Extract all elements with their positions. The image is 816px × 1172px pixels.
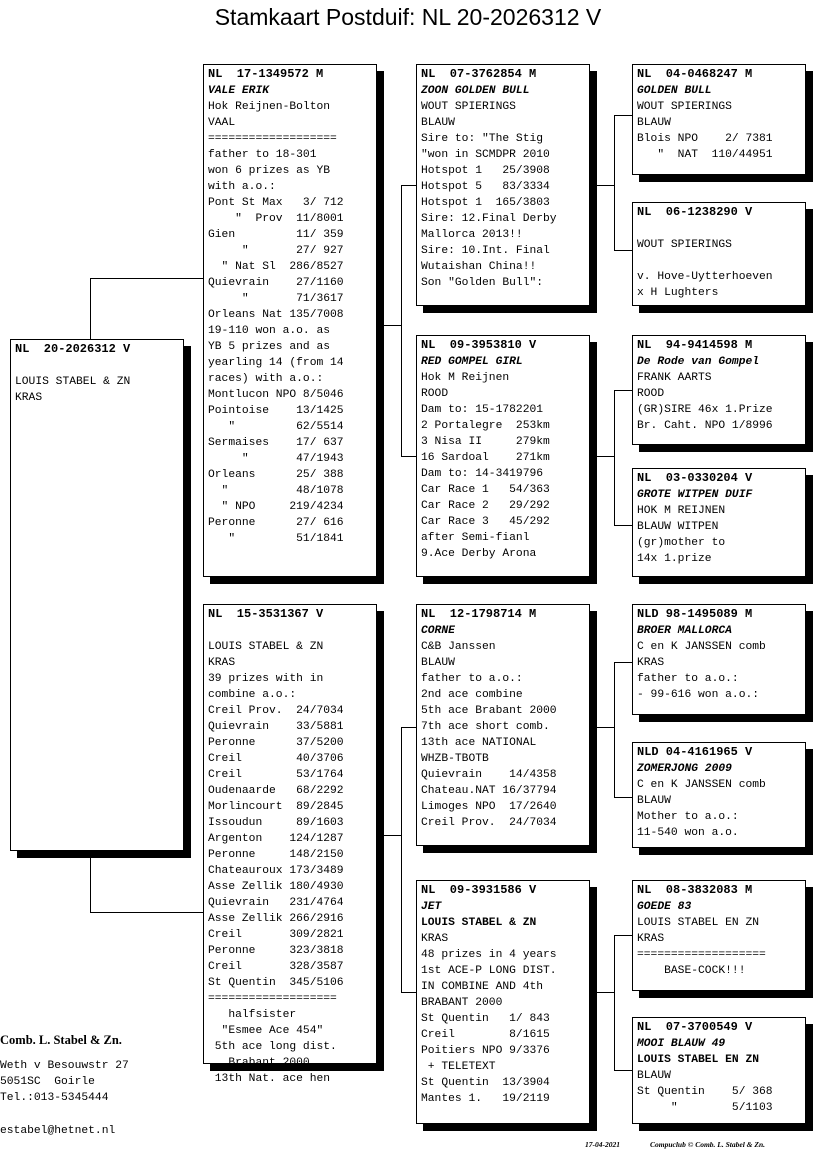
card-line: KRAS [637, 657, 665, 669]
card-line: Hotspot 1 25/3908 [421, 165, 550, 177]
card-line: KRAS [421, 933, 449, 945]
card-line: yearling 14 (from 14 [208, 357, 344, 369]
card-line: Hok Reijnen-Bolton [208, 101, 331, 113]
ring-number: NL 09-3931586 V [421, 883, 537, 897]
pedigree-card-subject [10, 339, 184, 851]
card-line: YB 5 prizes and as [208, 341, 331, 353]
card-line: halfsister [208, 1009, 297, 1021]
card-line: " NPO 219/4234 [208, 501, 344, 513]
card-line: Gien 11/ 359 [208, 229, 344, 241]
card-line: - 99-616 won a.o.: [637, 689, 760, 701]
card-line: Sire: 12.Final Derby [421, 213, 557, 225]
ring-number: NLD 04-4161965 V [637, 745, 753, 759]
card-line: father to a.o.: [421, 673, 523, 685]
card-line [15, 358, 179, 374]
card-line: races) with a.o.: [208, 373, 324, 385]
ring-number: NL 03-0330204 V [637, 471, 753, 485]
card-line: Peronne 148/2150 [208, 849, 344, 861]
ring-number: NL 15-3531367 V [208, 607, 324, 621]
card-line: Morlincourt 89/2845 [208, 801, 344, 813]
card-line: Dam to: 14-3419796 [421, 468, 544, 480]
card-line: Hotspot 1 165/3803 [421, 197, 550, 209]
breeder-name: LOUIS STABEL & ZN [421, 917, 537, 929]
card-line: Orleans 25/ 388 [208, 469, 344, 481]
card-line: Quievrain 231/4764 [208, 897, 344, 909]
card-line: (gr)mother to [637, 537, 726, 549]
card-line: LOUIS STABEL & ZN [15, 376, 131, 388]
connector-line [614, 250, 632, 251]
pedigree-card-fmm [632, 468, 806, 577]
card-line: Peronne 323/3818 [208, 945, 344, 957]
card-line: Orleans Nat 135/7008 [208, 309, 344, 321]
card-line: KRAS [15, 392, 43, 404]
card-line: with a.o.: [208, 181, 276, 193]
card-line: ROOD [637, 388, 665, 400]
pigeon-name: ZOON GOLDEN BULL [421, 85, 530, 97]
card-line: Dam to: 15-1782201 [421, 404, 544, 416]
connector-line [614, 390, 615, 525]
card-line: Montlucon NPO 8/5046 [208, 389, 344, 401]
card-line: Quievrain 27/1160 [208, 277, 344, 289]
card-line: 16 Sardoal 271km [421, 452, 550, 464]
pigeon-name: GOLDEN BULL [637, 85, 712, 97]
ring-number: NL 12-1798714 M [421, 607, 537, 621]
connector-line [401, 185, 416, 186]
card-line: C en K JANSSEN comb [637, 779, 766, 791]
connector-line [401, 185, 402, 456]
ring-number: NL 04-0468247 M [637, 67, 753, 81]
connector-line [614, 935, 632, 936]
pigeon-name: ZOMERJONG 2009 [637, 763, 732, 775]
owner-name: Comb. L. Stabel & Zn. [0, 1033, 122, 1047]
ring-number: NL 20-2026312 V [15, 342, 131, 356]
pedigree-card-mff [632, 604, 806, 715]
card-line: BRABANT 2000 [421, 997, 503, 1009]
card-line: 1st ACE-P LONG DIST. [421, 965, 557, 977]
card-line: " 27/ 927 [208, 245, 344, 257]
card-line: Creil Prov. 24/7034 [208, 705, 344, 717]
card-line: " 48/1078 [208, 485, 344, 497]
connector-line [401, 456, 416, 457]
card-line: BLAUW [637, 1070, 671, 1082]
card-line: 11-540 won a.o. [637, 827, 739, 839]
pigeon-name: De Rode van Gompel [637, 356, 760, 368]
card-line: Sire: 10.Int. Final [421, 245, 550, 257]
card-line: KRAS [637, 933, 665, 945]
connector-line [384, 325, 401, 326]
connector-line [597, 727, 614, 728]
pigeon-name: CORNE [421, 625, 455, 637]
card-line: "won in SCMDPR 2010 [421, 149, 550, 161]
card-line: 2 Portalegre 253km [421, 420, 550, 432]
page-title: Stamkaart Postduif: NL 20-2026312 V [214, 4, 602, 30]
card-line: BLAUW [421, 117, 455, 129]
card-line: won 6 prizes as YB [208, 165, 331, 177]
card-line [208, 623, 372, 639]
card-line: BASE-COCK!!! [637, 965, 746, 977]
card-line: LOUIS STABEL EN ZN [637, 917, 760, 929]
card-line: IN COMBINE AND 4th [421, 981, 544, 993]
ring-number: NLD 98-1495089 M [637, 607, 753, 621]
card-line: Poitiers NPO 9/3376 [421, 1045, 550, 1057]
ring-number: NL 09-3953810 V [421, 338, 537, 352]
connector-line [90, 912, 203, 913]
card-line: Asse Zellik 266/2916 [208, 913, 344, 925]
card-line: ROOD [421, 388, 449, 400]
card-line: " Nat Sl 286/8527 [208, 261, 344, 273]
card-line: Pointoise 13/1425 [208, 405, 344, 417]
card-line: Argenton 124/1287 [208, 833, 344, 845]
connector-line [90, 850, 91, 913]
card-line: BLAUW WITPEN [637, 521, 719, 533]
card-line: Hok M Reijnen [421, 372, 510, 384]
card-line: C en K JANSSEN comb [637, 641, 766, 653]
card-line: Asse Zellik 180/4930 [208, 881, 344, 893]
breeder-name: LOUIS STABEL EN ZN [637, 1054, 760, 1066]
connector-line [401, 992, 416, 993]
card-line: Pont St Max 3/ 712 [208, 197, 344, 209]
card-line: "Esmee Ace 454" [208, 1025, 324, 1037]
card-line: " 5/1103 [637, 1102, 773, 1114]
card-line: Car Race 3 45/292 [421, 516, 550, 528]
pigeon-name: GOEDE 83 [637, 901, 692, 913]
pigeon-name: RED GOMPEL GIRL [421, 356, 523, 368]
card-line: WOUT SPIERINGS [637, 101, 732, 113]
card-line: Mother to a.o.: [637, 811, 739, 823]
connector-line [597, 185, 614, 186]
card-line: 48 prizes in 4 years [421, 949, 557, 961]
card-line: Chateau.NAT 16/37794 [421, 785, 557, 797]
pigeon-name: BROER MALLORCA [637, 625, 732, 637]
card-line: KRAS [208, 657, 236, 669]
card-line: WOUT SPIERINGS [421, 101, 516, 113]
card-line: Blois NPO 2/ 7381 [637, 133, 773, 145]
card-line: Mallorca 2013!! [421, 229, 523, 241]
card-line: " NAT 110/44951 [637, 149, 773, 161]
ring-number: NL 07-3700549 V [637, 1020, 753, 1034]
card-line: VAAL [208, 117, 236, 129]
connector-line [614, 390, 632, 391]
card-line: father to a.o.: [637, 673, 739, 685]
connector-line [614, 662, 632, 663]
card-line: Wutaishan China!! [421, 261, 537, 273]
card-line: St Quentin 1/ 843 [421, 1013, 550, 1025]
card-line: Chateauroux 173/3489 [208, 865, 344, 877]
pedigree-card-fmf [632, 335, 806, 445]
card-line: x H Lughters [637, 287, 719, 299]
card-line: Sire to: "The Stig [421, 133, 544, 145]
card-line: Oudenaarde 68/2292 [208, 785, 344, 797]
pigeon-name: MOOI BLAUW 49 [637, 1038, 726, 1050]
card-line: 14x 1.prize [637, 553, 712, 565]
card-line: 13th ace NATIONAL [421, 737, 537, 749]
card-line: Creil 328/3587 [208, 961, 344, 973]
card-line: LOUIS STABEL & ZN [208, 641, 324, 653]
card-line: Son "Golden Bull": [421, 277, 544, 289]
card-line: after Semi-fianl [421, 532, 530, 544]
connector-line [614, 1070, 632, 1071]
connector-line [90, 278, 203, 279]
card-line: " 47/1943 [208, 453, 344, 465]
card-line: v. Hove-Uytterhoeven [637, 271, 773, 283]
card-line: Br. Caht. NPO 1/8996 [637, 420, 773, 432]
card-line: 19-110 won a.o. as [208, 325, 331, 337]
connector-line [401, 727, 416, 728]
connector-line [614, 525, 632, 526]
connector-line [597, 992, 614, 993]
card-line: BLAUW [637, 795, 671, 807]
card-line: FRANK AARTS [637, 372, 712, 384]
card-line: combine a.o.: [208, 689, 297, 701]
pedigree-card-fff [632, 64, 806, 175]
footer-credit: Compuclub © Comb. L. Stabel & Zn. [650, 1140, 765, 1149]
print-date: 17-04-2021 [585, 1140, 620, 1149]
pigeon-name: GROTE WITPEN DUIF [637, 489, 753, 501]
card-line: 7th ace short comb. [421, 721, 550, 733]
card-line: father to 18-301 [208, 149, 317, 161]
card-line: St Quentin 5/ 368 [637, 1086, 773, 1098]
card-line: Limoges NPO 17/2640 [421, 801, 557, 813]
card-line: Creil 40/3706 [208, 753, 344, 765]
card-line: 39 prizes with in [208, 673, 324, 685]
card-line: Quievrain 14/4358 [421, 769, 557, 781]
owner-phone: Tel.:013-5345444 [0, 1092, 109, 1104]
connector-line [614, 115, 615, 250]
card-line: Quievrain 33/5881 [208, 721, 344, 733]
ring-number: NL 07-3762854 M [421, 67, 537, 81]
card-line: Creil 53/1764 [208, 769, 344, 781]
pedigree-card-mother [203, 604, 377, 1085]
owner-street: Weth v Besouwstr 27 [0, 1060, 129, 1072]
card-line: C&B Janssen [421, 641, 496, 653]
connector-line [401, 727, 402, 992]
connector-line [384, 835, 401, 836]
pedigree-card-mmm [632, 1017, 806, 1124]
card-line: Brabant 2000 [208, 1057, 310, 1069]
ring-number: NL 08-3832083 M [637, 883, 753, 897]
card-line [637, 221, 801, 237]
card-line: " 71/3617 [208, 293, 344, 305]
pedigree-card-sire-dam [416, 335, 590, 577]
card-line: " 62/5514 [208, 421, 344, 433]
card-line: BLAUW [421, 657, 455, 669]
connector-line [614, 797, 632, 798]
pedigree-card-sire-sire [416, 64, 590, 306]
connector-line [614, 935, 615, 1070]
ring-number: NL 17-1349572 M [208, 67, 324, 81]
card-line: St Quentin 345/5106 [208, 977, 344, 989]
card-line: 9.Ace Derby Arona [421, 548, 537, 560]
card-line: Issoudun 89/1603 [208, 817, 344, 829]
pedigree-card-ffm [632, 202, 806, 306]
ring-number: NL 06-1238290 V [637, 205, 753, 219]
card-line: Creil Prov. 24/7034 [421, 817, 557, 829]
card-line: Peronne 27/ 616 [208, 517, 344, 529]
card-line: Hotspot 5 83/3334 [421, 181, 550, 193]
owner-email: estabel@hetnet.nl [0, 1125, 116, 1137]
card-line: Car Race 2 29/292 [421, 500, 550, 512]
card-line: WHZB-TBOTB [421, 753, 489, 765]
card-line: + TELETEXT [421, 1061, 496, 1073]
card-line: Car Race 1 54/363 [421, 484, 550, 496]
card-line: 5th ace long dist. [208, 1041, 337, 1053]
owner-city: 5051SC Goirle [0, 1076, 95, 1088]
card-line: St Quentin 13/3904 [421, 1077, 550, 1089]
card-line: " 51/1841 [208, 533, 344, 545]
card-line: Creil 8/1615 [421, 1029, 550, 1041]
pigeon-name: VALE ERIK [208, 85, 270, 97]
card-line: Peronne 37/5200 [208, 737, 344, 749]
card-line [637, 253, 801, 269]
card-line: " Prov 11/8001 [208, 213, 344, 225]
card-line: =================== [637, 949, 766, 961]
card-line: =================== [208, 993, 337, 1005]
pedigree-card-father [203, 64, 377, 577]
card-line: 3 Nisa II 279km [421, 436, 550, 448]
card-line: =================== [208, 133, 337, 145]
ring-number: NL 94-9414598 M [637, 338, 753, 352]
pedigree-card-mfm [632, 742, 806, 848]
pigeon-name: JET [421, 901, 442, 913]
connector-line [90, 278, 91, 340]
card-line: Mantes 1. 19/2119 [421, 1093, 550, 1105]
card-line: Creil 309/2821 [208, 929, 344, 941]
card-line: 2nd ace combine [421, 689, 523, 701]
card-line: Sermaises 17/ 637 [208, 437, 344, 449]
card-line: BLAUW [637, 117, 671, 129]
card-line: 13th Nat. ace hen [208, 1073, 331, 1085]
connector-line [614, 662, 615, 797]
pedigree-card-dam-dam [416, 880, 590, 1124]
pedigree-card-dam-sire [416, 604, 590, 846]
card-line: WOUT SPIERINGS [637, 239, 732, 251]
card-line: (GR)SIRE 46x 1.Prize [637, 404, 773, 416]
connector-line [614, 115, 632, 116]
card-line: HOK M REIJNEN [637, 505, 726, 517]
pedigree-card-mmf [632, 880, 806, 991]
card-line: 5th ace Brabant 2000 [421, 705, 557, 717]
connector-line [597, 456, 614, 457]
